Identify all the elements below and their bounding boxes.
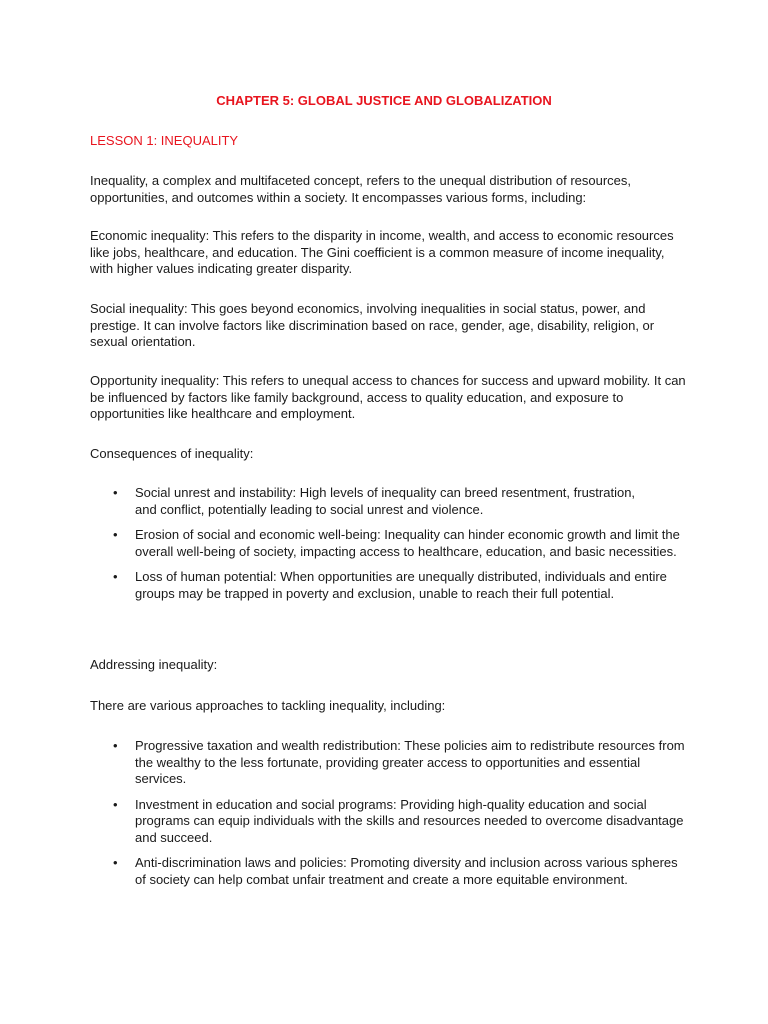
- chapter-title: CHAPTER 5: GLOBAL JUSTICE AND GLOBALIZATION: [216, 93, 552, 108]
- approaches-list: [90, 738, 690, 897]
- list-item: [90, 569, 690, 602]
- intro-paragraph: Inequality, a complex and multifaceted concept, refers to the unequal distribution of resources, opportunities, and outcomes within a society. It encompasses various forms, including:: [90, 173, 632, 205]
- opportunity-inequality-paragraph: Opportunity inequality: This refers to unequal access to chances for success and upward mobility. It can be influenced by factors like family background, access to quality education, and exposure to opportunities like healthcare and employment.: [90, 373, 686, 421]
- bullet-icon: •: [113, 569, 118, 584]
- list-item: [90, 797, 690, 847]
- list-item: [90, 527, 690, 560]
- list-item-text: Erosion of social and economic well-being: Inequality can hinder economic growth and limit the overall well-being of society, impacting access to healthcare, education, and basic necessities.: [135, 527, 680, 559]
- list-item-text: Anti-discrimination laws and policies: Promoting diversity and inclusion across various spheres of society can help combat unfair treatment and create a more equitable environment.: [135, 855, 678, 887]
- bullet-icon: •: [113, 527, 118, 542]
- list-item-text: Investment in education and social programs: Providing high-quality education and social programs can equip individuals with the skills and resources needed to overcome disadvantage and succeed.: [135, 796, 684, 845]
- bullet-icon: •: [113, 485, 118, 500]
- bullet-icon: •: [113, 855, 118, 870]
- list-item-text: Progressive taxation and wealth redistribution: These policies aim to redistribute resources from the wealthy to the less fortunate, providing greater access to opportunities and essential services.: [135, 738, 685, 786]
- list-item-text: Loss of human potential: When opportunities are unequally distributed, individuals and entire groups may be trapped in poverty and exclusion, unable to reach their full potential.: [135, 569, 667, 601]
- social-inequality-paragraph: Social inequality: This goes beyond economics, involving inequalities in social status, power, and prestige. It can involve factors like discrimination based on race, gender, age, disability, religion, or sexual orientation.: [90, 301, 655, 349]
- economic-inequality-paragraph: Economic inequality: This refers to the disparity in income, wealth, and access to economic resources like jobs, healthcare, and education. The Gini coefficient is a common measure of income inequality, with higher values indicating greater disparity.: [90, 228, 674, 276]
- lesson-heading: LESSON 1: INEQUALITY: [90, 133, 239, 148]
- list-item-text: Social unrest and instability: High levels of inequality can breed resentment, frustration, and conflict, potentially leading to social unrest and violence.: [135, 485, 636, 517]
- consequences-heading: Consequences of inequality:: [90, 446, 254, 461]
- bullet-icon: •: [113, 796, 118, 812]
- list-item: [90, 485, 655, 518]
- list-item: [90, 855, 690, 888]
- consequences-list: [90, 485, 690, 611]
- list-item: [90, 738, 690, 788]
- approaches-intro: There are various approaches to tackling inequality, including:: [90, 698, 446, 713]
- bullet-icon: •: [113, 738, 118, 753]
- addressing-heading: Addressing inequality:: [90, 657, 218, 672]
